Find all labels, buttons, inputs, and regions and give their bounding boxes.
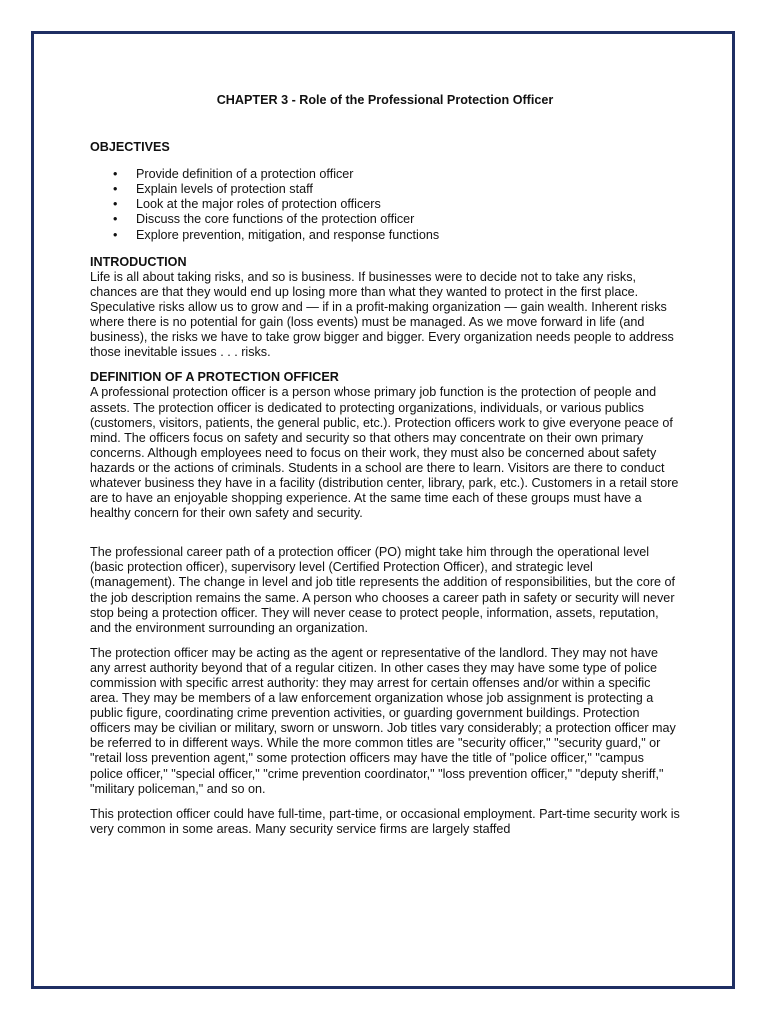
bullet-icon: • xyxy=(113,197,118,212)
objectives-heading: OBJECTIVES xyxy=(90,140,170,155)
introduction-paragraph: Life is all about taking risks, and so is business. If businesses were to decide not to take any risks, chances are that they would end up losing more than what they wanted to protect in the first place. Speculative risks allow us to grow and — if in a profit-making organization — gain wealth. Inherent risks where there is no potential for gain (loss events) must be managed. As we move forward in life (and business), the risks we have to take grow bigger and bigger. Every organization needs people to address those inevitable issues . . . risks. xyxy=(90,269,674,360)
list-item xyxy=(113,212,680,227)
objective-text: Explore prevention, mitigation, and response functions xyxy=(136,227,440,242)
list-item xyxy=(113,167,680,182)
objective-text: Look at the major roles of protection officers xyxy=(136,197,381,212)
paragraph-spacer xyxy=(90,531,680,545)
introduction-heading: INTRODUCTION xyxy=(90,254,187,269)
definition-paragraph-2: The professional career path of a protection officer (PO) might take him through the operational level (basic protection officer), supervisory level (Certified Protection Officer), and strategic level (management). The change in level and job title represents the addition of responsibilities, but the core of the job description remains the same. A person who chooses a career path in safety or security will never stop being a protection officer. They will never cease to protect people, information, assets, reputation, and the environment surrounding an organization. xyxy=(90,545,676,635)
objectives-list xyxy=(90,167,680,242)
list-item xyxy=(113,182,680,197)
list-item xyxy=(113,227,680,243)
bullet-icon: • xyxy=(113,227,118,242)
definition-heading: DEFINITION OF A PROTECTION OFFICER xyxy=(90,370,339,385)
chapter-title: CHAPTER 3 - Role of the Professional Protection Officer xyxy=(216,93,554,107)
definition-paragraph-4: This protection officer could have full-time, part-time, or occasional employment. Part-time security work is very common in some areas. Many security service firms are largely staffed xyxy=(90,806,680,836)
objective-text: Provide definition of a protection officer xyxy=(136,167,354,182)
bullet-icon: • xyxy=(113,167,118,182)
list-item xyxy=(113,197,680,212)
definition-paragraph-1: A professional protection officer is a person whose primary job function is the protection of people and assets. The protection officer is dedicated to protecting organizations, individuals, or various publics (customers, visitors, patients, the general public, etc.). Protection officers work to give everyone peace of mind. The officers focus on safety and security so that others may concentrate on their own primary concerns. Although employees need to focus on their work, they must also be concerned about safety hazards or the actions of criminals. Students in a school are there to learn. Visitors are there to conduct whatever business they have in a facility (distribution center, library, park, etc.). Customers in a retail store are to have an enjoyable shopping experience. At the same time each of these groups must have a healthy concern for their own safety and security. xyxy=(90,385,679,521)
definition-paragraph-3: The protection officer may be acting as the agent or representative of the landlord. They may not have any arrest authority beyond that of a regular citizen. In other cases they may have some type of police commission with specific arrest authority: they may arrest for certain offenses and/or within a specific area. They may be members of a law enforcement organization whose job assignment is protecting a public figure, coordinating crime prevention activities, or guarding government buildings. Protection officers may be civilian or military, sworn or unsworn. Job titles vary considerably; a protection officer may be referred to in different ways. While the more common titles are "security officer," "security guard," or "retail loss prevention agent," some protection officers may have the title of "police officer," "campus police officer," "special officer," "crime prevention coordinator," "loss prevention officer," "deputy sheriff," "military policeman," and so on. xyxy=(90,645,676,796)
objective-text: Discuss the core functions of the protection officer xyxy=(136,212,415,227)
objective-text: Explain levels of protection staff xyxy=(136,182,313,197)
document-body xyxy=(90,93,680,847)
bullet-icon: • xyxy=(113,182,118,197)
bullet-icon: • xyxy=(113,212,118,227)
